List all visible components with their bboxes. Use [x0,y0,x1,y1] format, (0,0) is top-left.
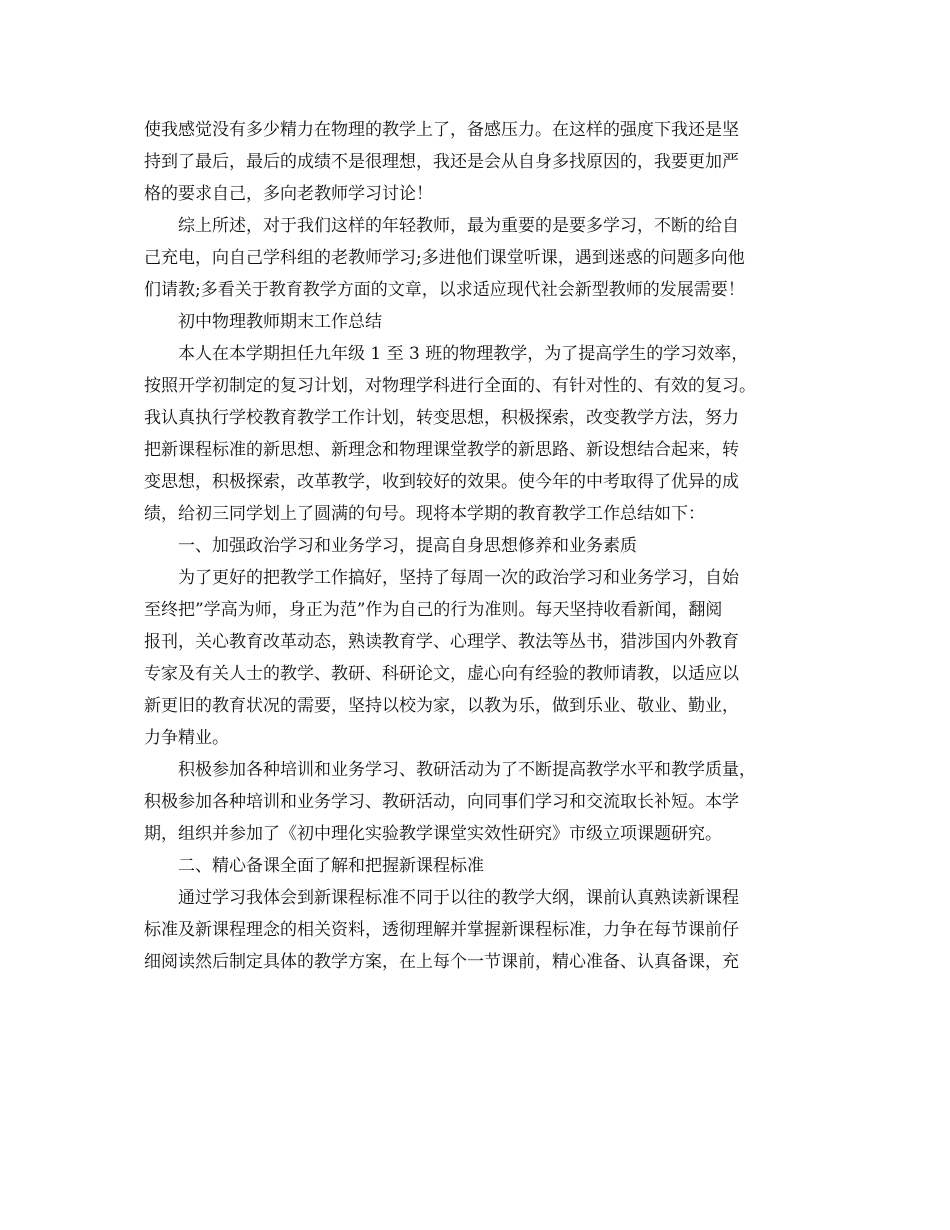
text-line: 标准及新课程理念的相关资料，透彻理解并掌握新课程标准，力争在每节课前仔 [144,920,739,940]
text-line: 使我感觉没有多少精力在物理的教学上了，备感压力。在这样的强度下我还是坚 [144,120,739,140]
text-line: 把新课程标准的新思想、新理念和物理课堂教学的新思路、新设想结合起来，转 [144,440,739,460]
text-line: 初中物理教师期末工作总结 [178,312,382,332]
text-line: 力争精业。 [144,728,229,748]
text-line: 积极参加各种培训和业务学习、教研活动，向同事们学习和交流取长补短。本学 [144,792,739,812]
text-line: 变思想，积极探索，改革教学，收到较好的效果。使今年的中考取得了优异的成 [144,472,739,492]
text-line: 格的要求自己，多向老教师学习讨论！ [144,184,433,204]
text-line: 至终把”学高为师，身正为范”作为自己的行为准则。每天坚持收看新闻，翻阅 [144,600,723,620]
text-line: 一、加强政治学习和业务学习，提高自身思想修养和业务素质 [178,536,637,556]
text-line: 细阅读然后制定具体的教学方案，在上每个一节课前，精心准备、认真备课，充 [144,952,739,972]
text-line: 通过学习我体会到新课程标准不同于以往的教学大纲，课前认真熟读新课程 [178,888,739,908]
text-line: 们请教;多看关于教育教学方面的文章，以求适应现代社会新型教师的发展需要！ [144,280,745,300]
text-line: 本人在本学期担任九年级 1 至 3 班的物理教学，为了提高学生的学习效率， [178,344,749,364]
text-line: 持到了最后，最后的成绩不是很理想，我还是会从自身多找原因的，我要更加严 [144,152,739,172]
text-line: 新更旧的教育状况的需要，坚持以校为家，以教为乐，做到乐业、敬业、勤业， [144,696,739,716]
text-line: 积极参加各种培训和业务学习、教研活动为了不断提高教学水平和教学质量， [178,760,756,780]
text-line: 专家及有关人士的教学、教研、科研论文，虚心向有经验的教师请教，以适应以 [144,664,739,684]
text-line: 综上所述，对于我们这样的年轻教师，最为重要的是要多学习，不断的给自 [178,216,739,236]
document-body [144,114,812,978]
text-line: 为了更好的把教学工作搞好，坚持了每周一次的政治学习和业务学习，自始 [178,568,739,588]
text-line: 二、精心备课全面了解和把握新课程标准 [178,856,484,876]
text-line: 绩，给初三同学划上了圆满的句号。现将本学期的教育教学工作总结如下： [144,504,705,524]
text-line: 期，组织并参加了《初中理化实验教学课堂实效性研究》市级立项课题研究。 [144,824,722,844]
text-line: 按照开学初制定的复习计划，对物理学科进行全面的、有针对性的、有效的复习。 [144,376,756,396]
text-line: 我认真执行学校教育教学工作计划，转变思想，积极探索，改变教学方法，努力 [144,408,739,428]
text-line: 报刊，关心教育改革动态，熟读教育学、心理学、教法等丛书，猎涉国内外教育 [144,632,739,652]
text-line: 己充电，向自己学科组的老教师学习;多进他们课堂听课，遇到迷惑的问题多向他 [144,248,745,268]
